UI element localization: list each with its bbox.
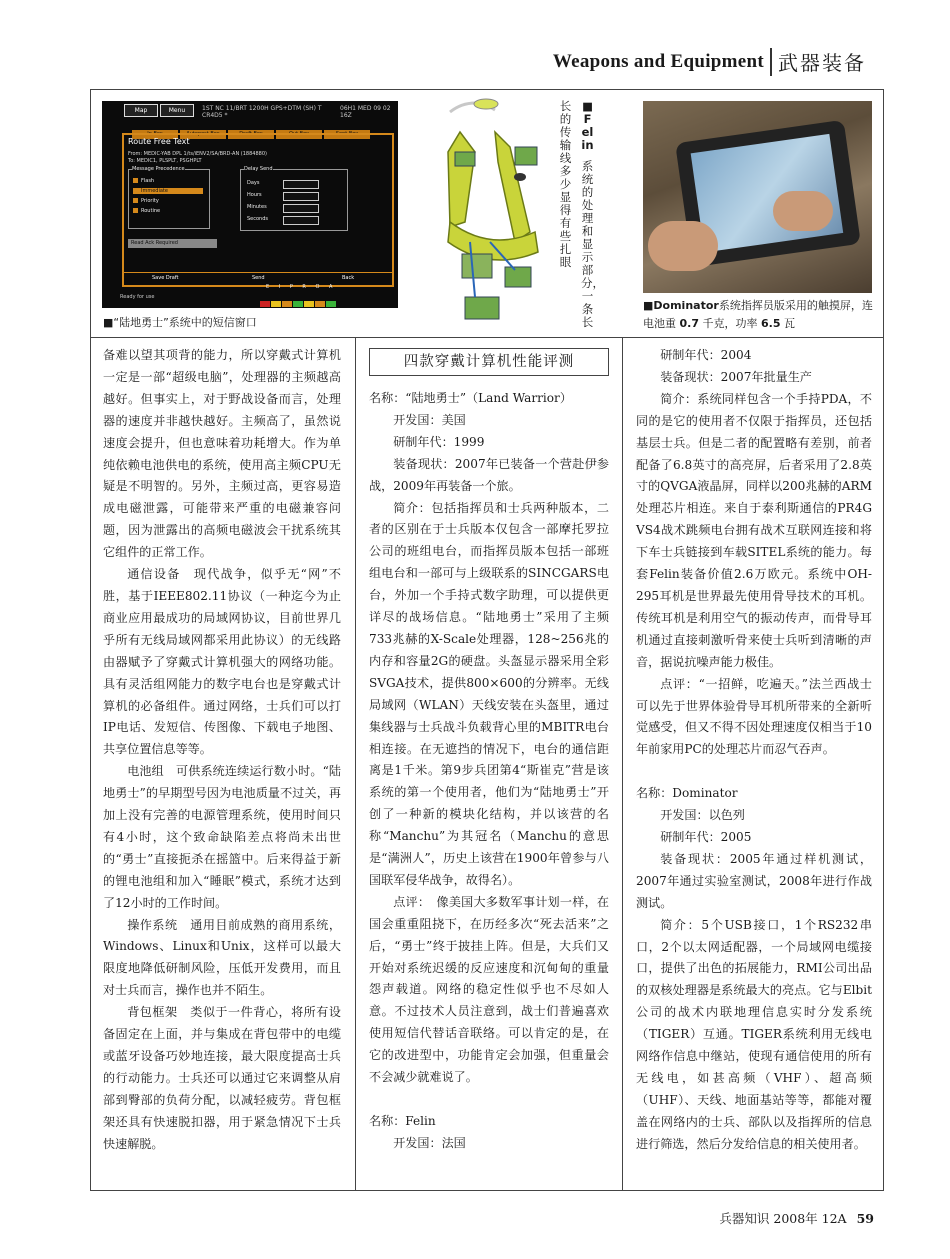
- seconds-label: Seconds: [247, 216, 269, 222]
- folder-row: [132, 120, 392, 137]
- spec-line: 开发国：法国: [393, 1135, 466, 1150]
- folder-outbox: Out Box: [276, 130, 322, 139]
- spec-intro: 简介：系统同样包含一个手持PDA，不同的是它的使用者不仅限于指挥员，还包括基层士兵。但是二者的配置略有差别，前者配备了6.8英寸的高亮屏，后者采用了2.8英寸的QVGA液晶屏，同样以200兆赫的ARM处理芯片相连。来自于泰利斯通信的PR4G VS4战术跳频电台拥有战术互联网连接和将下车士兵链接到车载SITEL系统的能力。每套Felin装备价值2.6万欧元。系统中OH-295耳机是世界最先使用骨导技术的耳机。传统耳机是利用空气的振动传声，而骨导耳机通过直接刺激听骨来使士兵听到清晰的声音，据说抗噪声能力极佳。: [636, 391, 872, 669]
- column-1: [103, 345, 341, 1156]
- hand: [648, 221, 718, 271]
- read-ack-checkbox: Read Ack Required: [128, 239, 217, 248]
- from-label: From:: [128, 151, 143, 157]
- dominator-touchscreen-photo: [643, 101, 872, 293]
- opt-priority: Priority: [141, 198, 159, 204]
- screen-status: 1ST NC 11/BRT 1200H GPS+DTM (SH) T CR4D5 *: [202, 105, 322, 119]
- spec-line: 装备现状：2007年批量生产: [660, 369, 812, 384]
- spec-intro: 简介：5个USB接口，1个RS232串口，2个以太网适配器，一个局域网电缆接口，提供了出色的拓展能力，RMI公司出品的双核处理器是系统最大的亮点。它与Elbit公司的战术内联地理信息实时分发系统（TIGER）互通。TIGER系统利用无线电网络作信息中继站，使现有通信使用的所有无线电，如甚高频（VHF）、超高频（UHF）、天线、地面基站等等，都能对覆盖在网络内的士兵、部队以及指挥所的信息进行筛选，然后分发给信息的相关使用者。: [636, 917, 872, 1151]
- spec-line: 装备现状：2007年已装备一个营赴伊参战，2009年再装备一个旅。: [369, 456, 609, 493]
- days-stepper: [283, 180, 319, 189]
- paragraph: 通信设备 现代战争，似乎无“网”不胜，基于IEEE802.11协议（一种迄今为止商业应用最成功的局域网协议，目前世界几乎所有无线局域网都采用此协议）的无线路由器赋予了穿戴式计算机强大的网络功能。具有灵活组网能力的数字电台也是穿戴式计算机的必备组件。通过网络，士兵们可以打IP电话、发短信、传图像、下载电子地图、共享位置信息等等。: [103, 567, 341, 757]
- back-button: Back: [342, 275, 355, 281]
- opt-immediate: Immediate: [141, 188, 168, 194]
- footer-publication: 兵器知识 2008年 12A: [719, 1211, 847, 1226]
- section-header: [553, 47, 866, 76]
- ready-text: Ready for use: [120, 294, 155, 300]
- paragraph: 背包框架 类似于一件背心，将所有设备固定在上面，并与集成在背包带中的电缆或蓝牙设备巧妙地连接，最大限度提高士兵的行动能力。士兵还可以通过它来调整从肩部到臀部的负荷分配，以减轻疲劳。背包框架还具有快速脱扣器，用于紧急情况下士兵快速解脱。: [103, 1005, 341, 1151]
- figure2-caption-bold: ■Felin: [581, 99, 594, 152]
- spec-line: 研制年代：1999: [393, 434, 485, 449]
- paragraph: 备难以望其项背的能力，所以穿戴式计算机一定是一部“超级电脑”，处理器的主频越高越好。但事实上，对于野战设备而言，处理器的速度并非越快越好。主频高了，虽然说速度会提升，但也意味着功耗增大。作为单纯依赖电池供电的系统，使用高主频CPU无疑是不明智的。另外，主频过高，更容易造成电磁泄露，可能带来严重的电磁兼容问题，因为泄露出的高频电磁波会干扰系统其它组件的正常工作。: [103, 348, 341, 560]
- opt-routine: Routine: [141, 208, 161, 214]
- hand: [773, 191, 833, 231]
- folder-sent: Sent Box: [324, 130, 370, 139]
- figure3-caption: ■Dominator系统指挥员版采用的触摸屏，连电池重 0.7 千克，功率 6.5 瓦: [643, 299, 873, 330]
- menu-tab: Menu: [160, 104, 194, 117]
- map-tab: Map: [124, 104, 158, 117]
- figure2-caption: [555, 99, 604, 332]
- to-label: To:: [128, 158, 135, 164]
- column-rule-1: [355, 338, 356, 1191]
- days-label: Days: [247, 180, 260, 186]
- bottom-rule: [90, 1190, 884, 1191]
- spec-review: 点评：“一招鲜，吃遍天。”法兰西战士可以先于世界体验骨导耳机所带来的全新听觉感受，但又不得不因处理速度仅相当于10年前家用PC的处理芯片而忍气吞声。: [636, 676, 872, 757]
- spec-line: 研制年代：2005: [660, 830, 752, 845]
- folder-autopost: Autopost Box: [180, 130, 226, 139]
- column-rule-left: [90, 338, 91, 1191]
- spec-line: 开发国：美国: [393, 412, 466, 427]
- opt-flash: Flash: [141, 178, 155, 184]
- figure1-caption: ■“陆地勇士”系统中的短信窗口: [103, 316, 257, 329]
- section-title-en: Weapons and Equipment: [552, 50, 764, 72]
- review-box-title: 四款穿戴计算机性能评测: [369, 348, 609, 376]
- column-rule-right: [883, 338, 884, 1191]
- spec-name: 名称：“陆地勇士”（Land Warrior）: [369, 391, 572, 405]
- from-value: MEDIC-YAB DPL 1/ts/iENV2/SA/BRD-AN (1884880): [143, 151, 267, 157]
- spec-review: 点评： 像美国大多数军事计划一样，在国会重重阻挠下，在历经多次“死去活来”之后，“勇士”终于披挂上阵。但是，大兵们又开始对系统迟缓的反应速度和沉甸甸的重量怨声载道。网络的稳定性似乎也不尽如人意。不过技术人员注意到，战士们普遍喜欢使用短信代替话音联络。可以肯定的是，在它的改进型中，功能肯定会加强，但重量会不会减少就难说了。: [369, 894, 609, 1085]
- column-3: [636, 345, 872, 1156]
- spec-line: 研制年代：2004: [660, 348, 752, 362]
- minutes-label: Minutes: [247, 204, 267, 210]
- screen-time: 06H1 MED 09 02 16Z: [340, 105, 391, 119]
- panel-title: Route Free Text: [128, 137, 190, 146]
- delay-label: Delay Send: [244, 166, 273, 172]
- screen-status-bar: [102, 284, 398, 302]
- spec-line: 装备现状：2005年通过样机测试，2007年通过实验室测试，2008年进行作战测试。: [636, 851, 872, 910]
- minutes-stepper: [283, 204, 319, 213]
- folder-inbox: In Box: [132, 130, 178, 139]
- spec-intro: 简介：包括指挥员和士兵两种版本，二者的区别在于士兵版本仅包含一部摩托罗拉公司的班组电台，而指挥员版本包括一部班组电台和一部可与上级联系的SINCGARS电台，外加一个手持式数字助理，可以提供更详尽的战场信息。“陆地勇士”采用了主频733兆赫的X-Scale处理器，128~256兆的内存和容量2G的硬盘。头盔显示器采用全彩SVGA技术，提供800×600的分辨率。无线局域网（WLAN）天线安装在头盔里，通过集线器与士兵战斗负载背心里的MBITR电台相连接。在无遮挡的情况下，电台的通信距离是1千米。第9步兵团第4“斯崔克”营是该系统的第一个使用者，他们为“陆地勇士”开创了一种新的模块化结构，并以该营的名称“Manchu”为其冠名（Manchu的意思是“满洲人”，历史上该营在1900年曾参与八国联军侵华战争，故得名）。: [369, 500, 609, 887]
- column-rule-2: [622, 338, 623, 1191]
- route-free-text-panel: [122, 133, 394, 287]
- to-value: MEDIC1, PLSPLT, PSGHPLT: [136, 158, 202, 164]
- sms-window-screenshot: [102, 101, 398, 308]
- spec-name: 名称：Dominator: [636, 786, 738, 801]
- hours-stepper: [283, 192, 319, 201]
- paragraph: 电池组 可供系统连续运行数小时。“陆地勇士”的早期型号因为电池质量不过关，再加上没有完善的电源管理系统，使用时间只有4小时，这个致命缺陷差点将尚未出世的“勇士”直接扼杀在摇篮中。后来得益于新的锂电池组和加入“睡眠”模式，系统才达到了12小时的工作时间。: [103, 764, 341, 910]
- status-letters: E I P R O A: [266, 284, 337, 290]
- header-divider: [770, 48, 772, 76]
- hours-label: Hours: [247, 192, 262, 198]
- paragraph: 操作系统 通用目前成熟的商用系统，Windows、Linux和Unix，这样可以最大限度地降低研制风险，压低开发费用，而且对士兵而言，操作也并不陌生。: [103, 917, 341, 998]
- page-footer: [719, 1209, 874, 1227]
- page-number: 59: [856, 1211, 874, 1226]
- figure2-caption-col2: 长的传输线多少显得有些扎眼: [559, 99, 572, 269]
- precedence-label: Message Precedence: [132, 166, 185, 172]
- figure2-caption-col1: 系统的处理和显示部分，一条长: [581, 159, 604, 329]
- section-title-zh: 武器装备: [778, 51, 866, 75]
- column-2: [369, 388, 609, 1155]
- spec-line: 开发国：以色列: [660, 808, 745, 823]
- folder-draft: Draft Box: [228, 130, 274, 139]
- save-draft-button: Save Draft: [152, 275, 179, 281]
- delay-send-box: [240, 166, 348, 231]
- status-color-strip: [260, 292, 337, 308]
- seconds-stepper: [283, 216, 319, 225]
- precedence-box: [128, 166, 210, 229]
- spec-name: 名称：Felin: [369, 1114, 436, 1128]
- felin-system-illustration: [420, 92, 555, 332]
- send-button: Send: [252, 275, 265, 281]
